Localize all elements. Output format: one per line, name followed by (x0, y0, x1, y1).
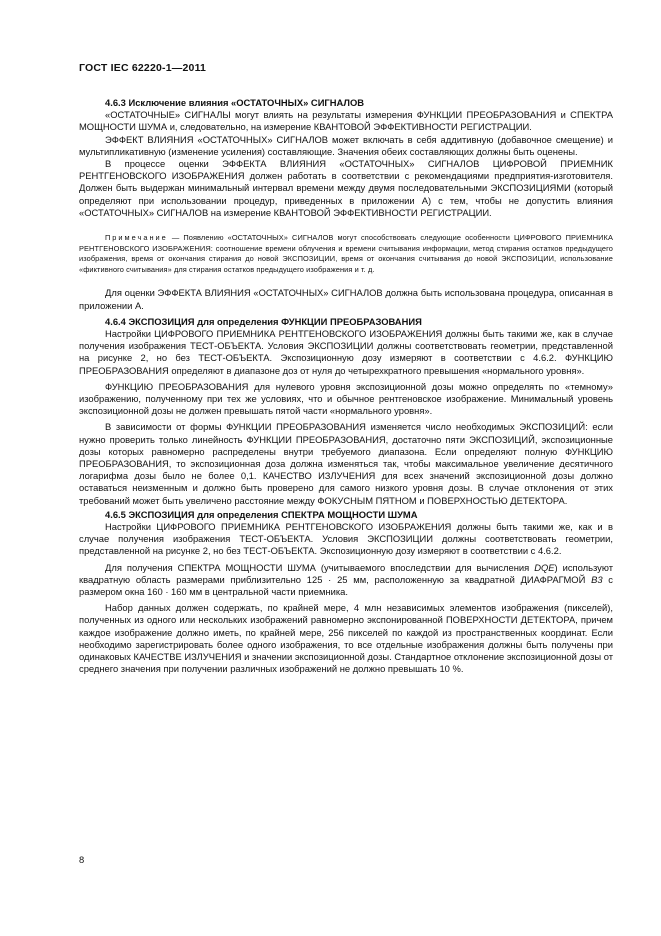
paragraph: Настройки ЦИФРОВОГО ПРИЕМНИКА РЕНТГЕНОВСКОГО ИЗОБРАЖЕНИЯ должны быть такими же, как в случае получения изображения ТЕСТ-ОБЪЕКТА. Условия ЭКСПОЗИЦИИ должны соответствовать геометрии, представленной на рисунке 2, но без ТЕСТ-ОБЪЕКТА. Экспозиционную дозу измеряют в соответствии с 4.6.2. ФУНКЦИЮ ПРЕОБРАЗОВАНИЯ определяют в диапазоне доз от нуля до четырехкратного превышения «нормального уровня». (79, 328, 613, 376)
text-run: Для получения СПЕКТРА МОЩНОСТИ ШУМА (учитываемого впоследствии для вычисления (105, 561, 535, 573)
dqe-term: DQE (534, 561, 555, 573)
paragraph: Для оценки ЭФФЕКТА ВЛИЯНИЯ «ОСТАТОЧНЫХ» СИГНАЛОВ должна быть использована процедура, описанная в приложении А. (79, 287, 613, 311)
note (79, 233, 613, 275)
standard-header: ГОСТ IEC 62220-1—2011 (79, 62, 207, 74)
paragraph: ФУНКЦИЮ ПРЕОБРАЗОВАНИЯ для нулевого уровня экспозиционной дозы можно определять по «темному» изображению, полученному при тех же условиях, что и обычное рентгеновское изображение. Минимальный уровень экспозиционной дозы не должен превышать пятой части «нормального уровня». (79, 380, 613, 417)
paragraph: Набор данных должен содержать, по крайней мере, 4 млн независимых элементов изображения (пикселей), полученных из одного или нескольких изображений равномерно экспонированной ПОВЕРХНОСТИ ДЕТЕКТОРА, причем каждое изображение должно иметь, по крайней мере, 256 пикселей по каждой из пространственных координат. Если необходимо зарегистрировать более одного изображения, то все отдельные изображения должны быть получены при одинаковых КАЧЕСТВЕ ИЗЛУЧЕНИЯ и значении экспозиционной дозы. Стандартное отклонение экспозиционной дозы от среднего значения при получении различных изображений не должно превышать 10 %. (79, 602, 613, 675)
page-number: 8 (79, 854, 85, 865)
paragraph (79, 562, 613, 599)
note-text: — Появлению «ОСТАТОЧНЫХ» СИГНАЛОВ могут способствовать следующие особенности ЦИФРОВОГО ПРИЕМНИКА РЕНТГЕНОВСКОГО ИЗОБРАЖЕНИЯ: соотношение времени облучения и времени считывания информации, метод стирания остатков предыдущего изображения, время от окончания стирания до новой ЭКСПОЗИЦИИ, время от окончания считывания до новой ЭКСПОЗИЦИИ, использование «фиктивного считывания» для стирания остатков предыдущего изображения и т. д. (79, 233, 613, 274)
paragraph: В зависимости от формы ФУНКЦИИ ПРЕОБРАЗОВАНИЯ изменяется число необходимых ЭКСПОЗИЦИЙ: если нужно проверить только линейность ФУНКЦИИ ПРЕОБРАЗОВАНИЯ, достаточно пяти ЭКСПОЗИЦИЙ, экспозиционные дозы которых равномерно распределены внутри требуемого диапазона. Если определяют полную ФУНКЦИЮ ПРЕОБРАЗОВАНИЯ, то экспозиционная доза должна изменяться так, чтобы максимальное увеличение десятичного логарифма дозы было не более 0,1. КАЧЕСТВО ИЗЛУЧЕНИЯ для всех значений экспозиционной дозы должно оставаться неизменным и должно быть проверено для самого низкого уровня дозы. В случае отклонения от этих требований может быть увеличено расстояние между ФОКУСНЫМ ПЯТНОМ и ПОВЕРХНОСТЬЮ ДЕТЕКТОРА. (79, 421, 613, 506)
paragraph: «ОСТАТОЧНЫЕ» СИГНАЛЫ могут влиять на результаты измерения ФУНКЦИИ ПРЕОБРАЗОВАНИЯ и СПЕКТРА МОЩНОСТИ ШУМА и, следовательно, на измерение КВАНТОВОЙ ЭФФЕКТИВНОСТИ РЕГИСТРАЦИИ. (79, 109, 613, 133)
section-463-heading: 4.6.3 Исключение влияния «ОСТАТОЧНЫХ» СИГНАЛОВ (105, 97, 365, 108)
note-label: Примечание (105, 233, 168, 243)
document-body (79, 95, 613, 676)
paragraph: ЭФФЕКТ ВЛИЯНИЯ «ОСТАТОЧНЫХ» СИГНАЛОВ может включать в себя аддитивную (добавочное смещение) и мультипликативную (изменение усиления) составляющие. Значения обеих составляющих должны быть оценены. (79, 133, 613, 157)
paragraph: Настройки ЦИФРОВОГО ПРИЕМНИКА РЕНТГЕНОВСКОГО ИЗОБРАЖЕНИЯ должны быть такими же, как и в случае получения изображения ТЕСТ-ОБЪЕКТА. Условия ЭКСПОЗИЦИИ должны соответствовать геометрии, представленной на рисунке 2, но без ТЕСТ-ОБЪЕКТА. Экспозиционную дозу измеряют в соответствии с 4.6.2. (79, 521, 613, 557)
section-464-heading: 4.6.4 ЭКСПОЗИЦИЯ для определения ФУНКЦИИ ПРЕОБРАЗОВАНИЯ (105, 315, 422, 327)
paragraph: В процессе оценки ЭФФЕКТА ВЛИЯНИЯ «ОСТАТОЧНЫХ» СИГНАЛОВ ЦИФРОВОЙ ПРИЕМНИК РЕНТГЕНОВСКОГО ИЗОБРАЖЕНИЯ должен работать в соответствии с рекомендациями предприятия-изготовителя. Должен быть выдержан минимальный интервал времени между двумя последовательными ЭКСПОЗИЦИЯМИ (который определяют при использовании процедур, приведенных в приложении А) с тем, чтобы не допустить влияния «ОСТАТОЧНЫХ» СИГНАЛОВ на измерение КВАНТОВОЙ ЭФФЕКТИВНОСТИ РЕГИСТРАЦИИ. (79, 158, 613, 218)
text-run: с размером окна 160 · 160 мм в центральной части приемника. (79, 573, 613, 598)
text-run: ) используют квадратную область размерами приблизительно 125 · 25 мм, расположенную за квадратной ДИАФРАГМОЙ (79, 561, 613, 585)
section-465-heading: 4.6.5 ЭКСПОЗИЦИЯ для определения СПЕКТРА МОЩНОСТИ ШУМА (105, 508, 418, 520)
diaphragm-b3-term: B3 (591, 573, 603, 585)
